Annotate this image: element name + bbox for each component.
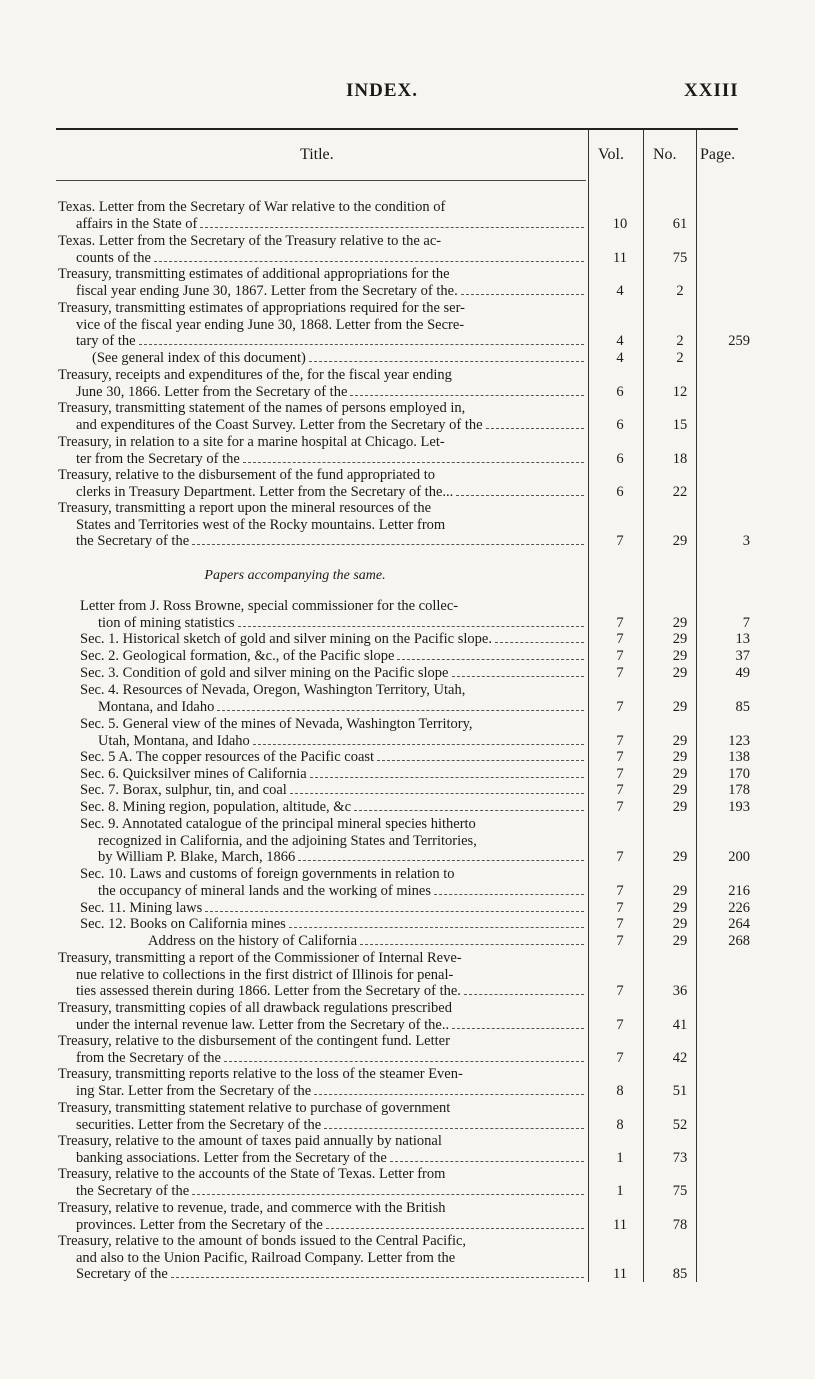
entry-page: 264 <box>728 916 750 932</box>
entry-title-line: Sec. 6. Quicksilver mines of California <box>80 766 307 782</box>
entry-title-line: Sec. 11. Mining laws <box>80 900 203 916</box>
entry-title-line: by William P. Blake, March, 1866 <box>98 849 296 865</box>
entry-title-line: June 30, 1866. Letter from the Secretary of the <box>76 383 348 400</box>
entry-page: 13 <box>735 631 750 647</box>
entry-page: 170 <box>728 766 750 782</box>
entry-no: 29 <box>672 933 688 949</box>
entry-no: 2 <box>676 333 684 349</box>
entry-title-line: Montana, and Idaho <box>98 698 215 715</box>
entry-title-line: and also to the Union Pacific, Railroad Company. Letter from the <box>76 1249 456 1266</box>
leader-dots <box>217 710 584 711</box>
entry-title-line: Sec. 9. Annotated catalogue of the principal mineral species hitherto <box>80 816 476 832</box>
entry-no: 12 <box>672 383 688 400</box>
entry-title-line: tary of the <box>76 333 136 349</box>
leader-dots <box>192 1194 584 1195</box>
page-number: XXIII <box>684 80 739 101</box>
entry-vol: 11 <box>613 1266 627 1282</box>
entry-vol: 7 <box>616 1049 624 1066</box>
entry-no: 29 <box>672 766 688 782</box>
column-header-page: Page. <box>700 146 736 163</box>
entry-vol: 7 <box>616 732 624 749</box>
entry-title <box>92 350 586 367</box>
entry-title-line: Treasury, transmitting estimates of appropriations required for the ser- <box>58 300 465 316</box>
leader-dots <box>377 760 584 761</box>
entry-page: 259 <box>728 333 750 349</box>
entry-no: 29 <box>672 882 688 899</box>
entry-title-line: Sec. 5. General view of the mines of Nevada, Washington Territory, <box>80 716 473 732</box>
entry-title-line: Treasury, transmitting a report upon the mineral resources of the <box>58 500 432 516</box>
entry-title-line: vice of the fiscal year ending June 30, 1868. Letter from the Secre- <box>76 316 465 333</box>
leader-dots <box>456 495 584 496</box>
entry-page: 7 <box>742 614 750 631</box>
leader-dots <box>200 227 584 228</box>
entry-title-line: Sec. 12. Books on California mines <box>80 916 286 932</box>
leader-dots <box>354 810 584 811</box>
entry-vol: 4 <box>616 350 624 366</box>
entry-title-line: under the internal revenue law. Letter from the Secretary of the.. <box>76 1016 450 1033</box>
entry-title-line: fiscal year ending June 30, 1867. Letter from the Secretary of the. <box>76 282 458 299</box>
entry-no: 29 <box>672 631 688 647</box>
entry-no: 29 <box>672 849 688 865</box>
column-header-no: No. <box>653 146 677 163</box>
leader-dots <box>464 994 584 995</box>
entry-title-line: clerks in Treasury Department. Letter from the Secretary of the... <box>76 483 454 500</box>
entry-title-line: Sec. 4. Resources of Nevada, Oregon, Washington Territory, Utah, <box>80 682 466 698</box>
column-divider-vol <box>588 130 589 1282</box>
column-header-vol: Vol. <box>598 146 624 163</box>
entry-vol: 10 <box>612 215 628 232</box>
entry-title-line: Treasury, relative to the amount of bonds issued to the Central Pacific, <box>58 1233 467 1249</box>
entry-title <box>80 799 586 816</box>
entry-vol: 7 <box>616 1016 624 1033</box>
entry-title <box>58 467 586 500</box>
entry-page: 268 <box>728 933 750 949</box>
entry-vol: 7 <box>616 983 624 999</box>
entry-vol: 4 <box>616 333 624 349</box>
entry-title <box>58 434 586 467</box>
entry-title-line: and expenditures of the Coast Survey. Letter from the Secretary of the <box>76 416 483 433</box>
entry-page: 49 <box>735 665 750 681</box>
leader-dots <box>224 1061 584 1062</box>
entry-title-line: Sec. 10. Laws and customs of foreign governments in relation to <box>80 866 455 882</box>
entry-title <box>58 1166 586 1199</box>
leader-dots <box>434 894 584 895</box>
leader-dots <box>139 344 584 345</box>
entry-vol: 11 <box>613 249 627 266</box>
leader-dots <box>192 544 584 545</box>
entry-title-line: recognized in California, and the adjoining States and Territories, <box>98 832 477 849</box>
entry-no: 75 <box>672 1182 688 1199</box>
entry-vol: 6 <box>616 450 624 467</box>
entry-title-line: Sec. 7. Borax, sulphur, tin, and coal <box>80 782 287 798</box>
entry-no: 29 <box>672 900 688 916</box>
entry-no: 22 <box>672 483 688 500</box>
entry-title <box>58 1233 586 1283</box>
entry-vol: 7 <box>616 749 624 765</box>
entry-page: 200 <box>728 849 750 865</box>
entry-title <box>58 1066 586 1099</box>
entry-no: 52 <box>672 1116 688 1133</box>
leader-dots <box>290 793 584 794</box>
entry-title <box>58 950 586 1000</box>
header-rule <box>56 180 586 181</box>
leader-dots <box>495 642 584 643</box>
entry-title-line: Sec. 5 A. The copper resources of the Pacific coast <box>80 749 375 765</box>
entry-title-line: Sec. 3. Condition of gold and silver mining on the Pacific slope <box>80 665 449 681</box>
entry-title-line: Treasury, relative to the disbursement of the fund appropriated to <box>58 467 436 483</box>
leader-dots <box>326 1228 584 1229</box>
entry-vol: 7 <box>616 533 624 549</box>
leader-dots <box>289 927 584 928</box>
entry-vol: 7 <box>616 799 624 815</box>
entry-no: 18 <box>672 450 688 467</box>
leader-dots <box>486 428 584 429</box>
entry-title-line: Texas. Letter from the Secretary of the Treasury relative to the ac- <box>58 233 442 249</box>
entry-vol: 7 <box>616 916 624 932</box>
entry-vol: 11 <box>613 1216 627 1233</box>
entry-page: 193 <box>728 799 750 815</box>
entry-vol: 1 <box>616 1182 624 1199</box>
top-rule <box>56 128 738 130</box>
entry-no: 2 <box>676 350 684 366</box>
entry-title <box>58 400 586 433</box>
entry-no: 29 <box>672 698 688 715</box>
entry-title-line: Sec. 2. Geological formation, &c., of the Pacific slope <box>80 648 395 664</box>
entry-no: 29 <box>672 799 688 815</box>
entry-title-line: the occupancy of mineral lands and the working of mines <box>98 882 431 899</box>
entry-page: 138 <box>728 749 750 765</box>
entry-no: 15 <box>672 416 688 433</box>
entry-title-line: Address on the history of California <box>148 933 358 949</box>
section-heading: Papers accompanying the same. <box>204 568 386 583</box>
entry-title <box>80 766 586 783</box>
entry-title <box>58 266 586 299</box>
entry-title-line: banking associations. Letter from the Secretary of the <box>76 1149 387 1166</box>
entry-vol: 6 <box>616 416 624 433</box>
entry-vol: 7 <box>616 766 624 782</box>
leader-dots <box>360 944 584 945</box>
entry-title <box>58 300 586 350</box>
entry-no: 29 <box>672 916 688 932</box>
entry-title <box>80 782 586 799</box>
entry-title-line: the Secretary of the <box>76 533 190 549</box>
entry-title-line: the Secretary of the <box>76 1182 190 1199</box>
entry-title-line: (See general index of this document) <box>92 350 306 366</box>
leader-dots <box>243 462 584 463</box>
entry-title-line: Treasury, transmitting a report of the Commissioner of Internal Reve- <box>58 950 462 966</box>
entry-no: 85 <box>672 1266 688 1282</box>
leader-dots <box>397 659 584 660</box>
entry-no: 73 <box>672 1149 688 1166</box>
entry-vol: 6 <box>616 383 624 400</box>
entry-title-line: Letter from J. Ross Browne, special commissioner for the collec- <box>80 598 459 614</box>
entry-vol: 8 <box>616 1116 624 1133</box>
entry-vol: 4 <box>616 282 624 299</box>
entry-no: 36 <box>672 983 688 999</box>
page-title: INDEX. <box>346 80 418 101</box>
entry-no: 51 <box>672 1082 688 1099</box>
entry-title-line: provinces. Letter from the Secretary of the <box>76 1216 323 1233</box>
leader-dots <box>253 744 584 745</box>
entry-title-line: Utah, Montana, and Idaho <box>98 732 250 749</box>
entry-title-line: Texas. Letter from the Secretary of War relative to the condition of <box>58 199 446 215</box>
entry-title <box>58 1133 586 1166</box>
entry-page: 123 <box>728 732 750 749</box>
entry-vol: 7 <box>616 648 624 664</box>
entry-vol: 7 <box>616 849 624 865</box>
entry-page: 216 <box>728 882 750 899</box>
entry-no: 29 <box>672 648 688 664</box>
leader-dots <box>390 1161 584 1162</box>
entry-no: 42 <box>672 1049 688 1066</box>
entry-no: 29 <box>672 665 688 681</box>
leader-dots <box>350 395 584 396</box>
entry-title-line: Treasury, in relation to a site for a marine hospital at Chicago. Let- <box>58 434 445 450</box>
entry-title-line: Secretary of the <box>76 1266 168 1282</box>
leader-dots <box>452 1028 584 1029</box>
entry-title-line: Treasury, transmitting reports relative to the loss of the steamer Even- <box>58 1066 463 1082</box>
leader-dots <box>310 777 584 778</box>
leader-dots <box>171 1277 584 1278</box>
entry-no: 29 <box>672 782 688 798</box>
leader-dots <box>154 261 584 262</box>
entry-title-line: ties assessed therein during 1866. Letter from the Secretary of the. <box>76 983 461 999</box>
entry-no: 41 <box>672 1016 688 1033</box>
entry-vol: 7 <box>616 631 624 647</box>
entry-title-line: Treasury, relative to the amount of taxes paid annually by national <box>58 1133 442 1149</box>
entry-no: 2 <box>676 282 684 299</box>
entry-vol: 7 <box>616 900 624 916</box>
entry-title <box>80 916 586 933</box>
entry-title <box>58 1200 586 1233</box>
entry-title-line: Treasury, relative to the accounts of the State of Texas. Letter from <box>58 1166 446 1182</box>
entry-title-line: Treasury, transmitting estimates of additional appropriations for the <box>58 266 450 282</box>
entry-title <box>80 716 586 749</box>
entry-title <box>80 648 586 665</box>
leader-dots <box>298 860 584 861</box>
entry-title <box>80 598 586 631</box>
entry-title-line: from the Secretary of the <box>76 1049 221 1066</box>
page-header <box>0 80 815 110</box>
entry-page: 226 <box>728 900 750 916</box>
entry-no: 78 <box>672 1216 688 1233</box>
entry-page: 85 <box>735 698 750 715</box>
entry-vol: 1 <box>616 1149 624 1166</box>
entry-title-line: affairs in the State of <box>76 215 198 232</box>
entry-title-line: ter from the Secretary of the <box>76 450 240 467</box>
leader-dots <box>205 911 584 912</box>
entry-title-line: Treasury, transmitting statement of the names of persons employed in, <box>58 400 466 416</box>
entry-title-line: Treasury, transmitting statement relative to purchase of government <box>58 1100 451 1116</box>
entry-title <box>58 233 586 266</box>
entry-page: 3 <box>742 533 750 549</box>
entry-no: 61 <box>672 215 688 232</box>
entry-no: 29 <box>672 614 688 631</box>
entry-title <box>58 199 586 232</box>
entry-no: 29 <box>672 533 688 549</box>
entry-title-line: Sec. 1. Historical sketch of gold and silver mining on the Pacific slope. <box>80 631 492 647</box>
leader-dots <box>324 1128 584 1129</box>
entry-title <box>58 367 586 400</box>
entry-title-line: Treasury, receipts and expenditures of the, for the fiscal year ending <box>58 367 452 383</box>
entry-page: 178 <box>728 782 750 798</box>
leader-dots <box>314 1094 584 1095</box>
entry-title <box>80 816 586 866</box>
entry-title <box>80 866 586 899</box>
entry-title <box>80 665 586 682</box>
entry-title <box>80 682 586 715</box>
entry-title <box>80 749 586 766</box>
entry-vol: 7 <box>616 782 624 798</box>
entry-title-line: tion of mining statistics <box>98 614 235 631</box>
entry-title <box>58 500 586 550</box>
entry-title-line: counts of the <box>76 249 151 266</box>
entry-title-line: States and Territories west of the Rocky mountains. Letter from <box>76 516 446 533</box>
entry-title <box>58 1000 586 1033</box>
entry-no: 75 <box>672 249 688 266</box>
entry-vol: 7 <box>616 614 624 631</box>
leader-dots <box>309 361 584 362</box>
entry-title <box>80 900 586 917</box>
entry-no: 29 <box>672 749 688 765</box>
column-header-title: Title. <box>300 146 334 163</box>
entry-title <box>148 933 586 950</box>
entry-vol: 6 <box>616 483 624 500</box>
entry-vol: 8 <box>616 1082 624 1099</box>
entry-title <box>58 1100 586 1133</box>
entry-title-line: securities. Letter from the Secretary of the <box>76 1116 322 1133</box>
entry-vol: 7 <box>616 933 624 949</box>
entry-title-line: Treasury, transmitting copies of all drawback regulations prescribed <box>58 1000 452 1016</box>
entry-vol: 7 <box>616 698 624 715</box>
leader-dots <box>238 626 584 627</box>
entry-title-line: nue relative to collections in the first district of Illinois for penal- <box>76 966 454 983</box>
entry-no: 29 <box>672 732 688 749</box>
entry-title-line: Treasury, relative to revenue, trade, and commerce with the British <box>58 1200 446 1216</box>
leader-dots <box>461 294 584 295</box>
entry-title <box>58 1033 586 1066</box>
entry-title-line: Treasury, relative to the disbursement of the contingent fund. Letter <box>58 1033 450 1049</box>
entry-title <box>80 631 586 648</box>
entry-vol: 7 <box>616 882 624 899</box>
entry-title-line: Sec. 8. Mining region, population, altitude, &c <box>80 799 352 815</box>
entry-page: 37 <box>735 648 750 664</box>
entry-vol: 7 <box>616 665 624 681</box>
leader-dots <box>452 676 585 677</box>
entry-title-line: ing Star. Letter from the Secretary of the <box>76 1082 312 1099</box>
